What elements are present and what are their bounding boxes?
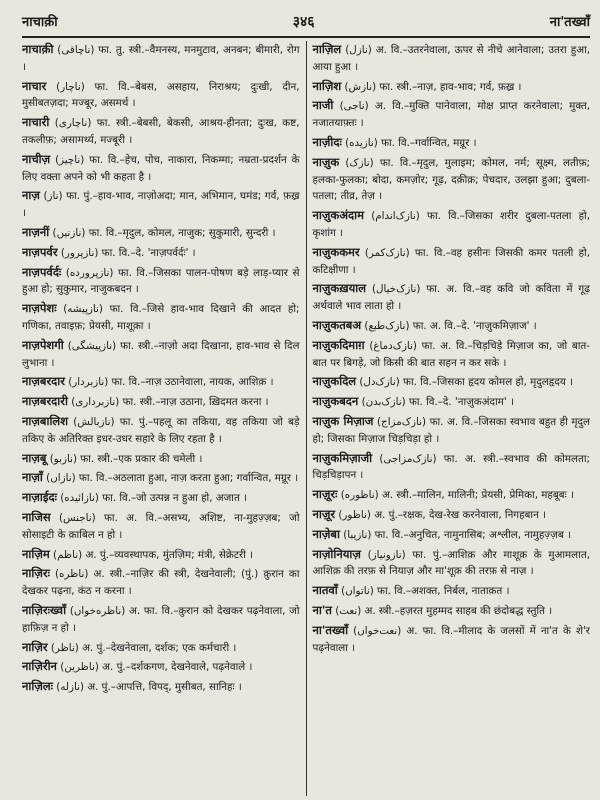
entry-urdu-spelling: (ناظوره) [340,489,379,502]
entry-headword: ना'त [312,602,332,617]
entry-headword: नाज़ुकदिमाग़ [312,337,365,352]
dictionary-entry [313,450,591,485]
entry-urdu-spelling: (ناظره) [55,568,89,581]
entry-definition: अ. पुं.–देखनेवाला, दर्शक; एक कर्मचारी । [82,641,237,654]
dictionary-entry [313,486,591,504]
dictionary-entry [22,639,300,657]
entry-headword: नाज़ुककमर [312,244,360,259]
entry-urdu-spelling: (نازبردار) [68,376,109,389]
entry-urdu-spelling: (نازبو) [49,452,77,465]
entry-headword: नाज़िरःख्वाँ [22,602,67,617]
entry-definition: अ. स्त्री.–नाज़िर की स्त्री, देखनेवाली; (पुं.) क़ुरान का देखकर पढ़ना, कंठ न करना । [22,568,300,598]
entry-urdu-spelling: (نازک‌بدن) [361,396,406,409]
entry-urdu-spelling: (نازاں) [46,472,76,485]
entry-urdu-spelling: (نازک) [345,156,374,169]
entry-headword: नाज़नीं [22,224,50,239]
dictionary-entry [313,546,591,581]
entry-headword: नाज़बरदार [22,374,65,389]
entry-headword: नाज़िल [312,42,342,56]
entry-urdu-spelling: (نعت‌خواں) [353,624,402,637]
entry-definition: फा. स्त्री.–बेबसी, बेकसी, आश्रय-हीनता; दुःख, कष्ट, तकलीफ़; असामर्थ्य, मज्बूरी । [22,117,300,146]
entry-definition: अ. पुं.–दर्शकगण, देखनेवाले, पढ़नेवाले । [102,661,253,674]
entry-definition: अ. फा. वि.–क़ुरान को देखकर पढ़नेवाला, जो हाफ़िज़ न हो । [22,604,300,634]
entry-definition: फा. वि.–हेच, पोच, नाकारा, निकम्मा; नम्रता-प्रदर्शन के लिए वक्ता अपने को भी कहता है । [22,153,300,183]
dictionary-entry [22,264,300,299]
entry-headword: नाज़ुकअंदाम [312,208,364,223]
entry-headword: नाज़ुकतबअ [312,317,362,332]
entry-definition: फा. वि.–जिसका हृदय कोमल हो, मृदुलहृदय । [403,376,574,389]
entry-urdu-spelling: (نعت) [335,604,362,617]
dictionary-entry [22,393,300,411]
dictionary-entry [313,602,591,620]
entry-headword: नाज़बरदारी [22,394,68,409]
dictionary-entry [313,622,591,657]
entry-definition: फा. स्त्री.–नाज़ उठाना, ख़िदमत करना । [122,396,269,409]
dictionary-entry [22,565,300,600]
dictionary-entry [22,114,300,149]
entry-urdu-spelling: (نازک‌کمر) [364,246,410,259]
entry-urdu-spelling: (ناظم) [53,548,83,561]
entry-urdu-spelling: (ناظور) [338,508,371,521]
entry-headword: नाज़ुकमिज़ाजी [312,450,373,465]
left-column [22,41,306,796]
entry-headword: नाज़ीदः [312,134,342,149]
entry-definition: अ. स्त्री.–हज़रत मुहम्मद साहब की छंदोबद्ध स्तुति । [364,604,553,617]
entry-headword: नाज़ोनियाज़ [312,546,361,561]
dictionary-entry [22,224,300,242]
entry-definition: फा. वि.–वह हसीनः जिसकी कमर पतली हो, कटिक्षीणा । [312,246,590,276]
entry-definition: फा. स्त्री.–एक प्रकार की चमेली । [80,452,203,465]
entry-headword: नाज़ुक [312,154,340,169]
dictionary-entry [22,413,300,448]
dictionary-entry [313,582,591,600]
entry-urdu-spelling: (نازونیاز) [367,548,406,561]
entry-urdu-spelling: (ناظرین) [60,661,99,674]
entry-headword: नाचारी [22,115,50,130]
entry-definition: अ. वि.–मुक्ति पानेवाला, मोक्ष प्राप्त करनेवाला; मुक्त, नजातयाफ़्तः । [312,100,590,130]
dictionary-entry [22,151,300,186]
entry-headword: नाचाक़ी [22,42,54,56]
entry-headword: नाज़िम [22,546,50,561]
dictionary-entry [313,41,591,76]
entry-headword: नाज़पर्वर्दः [22,264,62,279]
entry-urdu-spelling: (نازائیده) [60,492,99,505]
entry-headword: नाजिस [22,509,51,524]
entry-urdu-spelling: (ناظره‌خواں) [69,604,126,617]
entry-headword: ना'तख्वाँ [312,622,349,637]
entry-definition: फा. वि.–मृदुल, कोमल, नाजुक; सुकुमारी, सुन्दरी । [88,226,276,239]
entry-urdu-spelling: (ناچاری) [54,117,92,130]
dictionary-entry [22,678,300,696]
entry-definition: फा. पुं.–आशिक़ और माशूक़ के मुआमलात, आशिक़ की तरफ़ से नियाज़ और मा'शूक़ की तरफ़ से नाज़ । [312,548,590,578]
entry-urdu-spelling: (نازیبا) [343,528,372,541]
entry-urdu-spelling: (نازک‌طبع) [364,319,410,332]
entry-definition: फा. वि.–गर्वान्वित, मग़्रूर । [381,136,477,149]
header-right-guide-word: ना'तख्वाँ [549,15,590,30]
entry-urdu-spelling: (ناز) [43,190,63,203]
dictionary-entry [22,41,300,76]
page-header [22,6,590,38]
entry-definition: फा. अ. वि.–जिसका स्वभाव बहुत ही मृदुल हो; जिसका मिज़ाज चिड़चिड़ा हो । [312,415,590,445]
dictionary-entry [22,337,300,372]
entry-definition: अ. फा. वि.–मीलाद के जलसों में ना'त के शे'र पढ़नेवाला । [312,624,590,654]
entry-definition: फा. स्त्री.–नाज़ो अदा दिखाना, हाव-भाव से दिल लुभाना । [22,339,300,369]
dictionary-entry [313,413,591,448]
entry-headword: नाचार [22,78,47,93]
entry-headword: नाज़बालिश [22,413,69,428]
entry-headword: नाज़पेशः [22,301,57,316]
entry-definition: फा. स्त्री.–नाज़, हाव-भाव; गर्व, फ़ख़्र । [379,80,522,93]
entry-definition: फा. वि.–मृदुल, मुलाइम; कोमल, नर्म; सूक्ष्म, लतीफ़; हलका-फुलका; बोदा, कमज़ोर; गूढ़, दक़ीक़; पेचदार, उलझा हुआ; दुबला-पतला; तीव्र, तेज़ । [312,156,590,203]
entry-urdu-spelling: (نازک‌دل) [359,376,400,389]
entry-urdu-spelling: (نازله) [56,681,84,694]
entry-definition: फा. अ. वि.–दे. 'नाज़ुकमिज़ाज' । [412,319,537,332]
dictionary-entry [22,469,300,487]
dictionary-entry [22,244,300,262]
entry-urdu-spelling: (نازک‌اندام) [371,210,420,223]
header-left-guide-word: नाचाक़ी [22,15,58,30]
dictionary-entry [313,244,591,279]
entry-definition: अ. पुं.–रक्षक, देख-रेख करनेवाला, निगहबान । [374,508,546,521]
entry-urdu-spelling: (نازپیشگی) [67,339,117,352]
entry-headword: नाज़ूर [312,506,336,521]
entry-urdu-spelling: (ناجنس) [58,511,96,524]
entry-urdu-spelling: (نازیده) [345,136,378,149]
page-number: ३४६ [292,13,315,30]
entry-urdu-spelling: (ناجی) [339,100,369,113]
entry-definition: अ. वि.–उतरनेवाला, ऊपर से नीचे आनेवाला; उतरा हुआ, आया हुआ । [312,44,590,73]
dictionary-entry [22,78,300,113]
entry-urdu-spelling: (ناظر) [50,641,79,654]
entry-headword: नाज़ुक मिज़ाज [312,413,374,428]
entry-headword: नाज़ुकख़याल [312,281,367,296]
entry-definition: फा. वि.–अनुचित, नामुनासिब; अश्लील, नामुहज़्ज़ब । [374,528,571,541]
entry-headword: नाज़ [22,188,40,203]
entry-urdu-spelling: (نازک‌مزاج) [377,415,426,428]
entry-headword: नाज़ाँ [22,470,43,485]
entry-headword: नाज़ाईदः [22,490,57,505]
entry-urdu-spelling: (نازک‌دماغ) [369,339,417,352]
entry-definition: फा. अ. वि.–वह कवि जो कविता में गूढ़ अर्थवाले भाव लाता हो । [312,283,590,313]
entry-headword: नाज़ुकदिल [312,374,357,389]
entry-definition: फा. वि.–दे. 'नाज़पर्वर्दः' । [101,246,196,259]
entry-definition: फा. वि.–जो उत्पन्न न हुआ हो, अजात । [102,492,247,505]
entry-headword: नाजी [312,98,334,113]
dictionary-entry [22,509,300,544]
entry-definition: अ. पुं.–व्यवस्थापक, मुंतज़िम; मंत्री, सेक्रेटरी । [85,548,254,561]
entry-definition: फा. वि.–जिसे हाव-भाव दिखाने की आदत हो; गणिका, तवाइफ़; प्रेयसी, माशूक़ा । [22,303,300,332]
entry-urdu-spelling: (نازپرور) [60,246,99,259]
entry-definition: अ. पुं.–आपत्ति, विपद्, मुसीबत, सानिहः । [87,681,242,694]
entry-headword: नातवाँ [312,583,338,598]
columns [22,41,590,796]
dictionary-entry [313,97,591,132]
dictionary-entry [22,373,300,391]
dictionary-entry [22,489,300,507]
entry-definition: फा. वि.–नाज़ उठानेवाला, नायक, आशिक़ । [111,376,274,389]
entry-urdu-spelling: (نازبالش) [73,415,115,428]
entry-headword: नाज़िर [22,639,48,654]
dictionary-entry [313,373,591,391]
entry-headword: नाज़िरः [22,566,50,581]
entry-urdu-spelling: (نازبرداری) [71,396,120,409]
dictionary-entry [22,546,300,564]
entry-definition: फा. वि.–बेबस, असहाय, निराश्रय; दुःखी, दीन, मुसीबतज़दा; मज्बूर, असमर्थ । [22,80,300,110]
entry-definition: फा. पुं.–हाव-भाव, नाज़ोअदा; मान, अभिमान, घमंड; गर्व, फ़ख़्र । [22,190,300,220]
entry-urdu-spelling: (نازک‌مزاجی) [379,452,437,465]
entry-urdu-spelling: (ناچار) [56,80,85,93]
entry-urdu-spelling: (ناچاقی) [57,44,95,56]
entry-definition: अ. स्त्री.–मालिन, मालिनी; प्रेयसी, प्रेमिका, महबूबः । [381,489,574,502]
entry-definition: फा. अ. वि.–असभ्य, अशिष्ट, ना-मुहज़्ज़ब; जो सोसाइटी के क़ाबिल न हो । [22,511,300,541]
entry-urdu-spelling: (ناچیز) [55,153,85,166]
entry-headword: नाज़ेबा [312,526,340,541]
entry-definition: फा. वि.–जिसका पालन-पोषण बड़े लाड़-प्यार से हुआ हो; सुकुमार, नाजुकबदन । [22,266,300,296]
dictionary-entry [313,337,591,372]
dictionary-entry [22,300,300,335]
entry-urdu-spelling: (نازش) [344,80,377,93]
entry-urdu-spelling: (ناتواں) [341,585,374,598]
dictionary-entry [313,506,591,524]
entry-urdu-spelling: (نازپرورده) [65,266,114,279]
entry-definition: फा. अ. स्त्री.–स्वभाव की कोमलता; चिड़चिड़ापन । [312,452,590,482]
dictionary-entry [313,134,591,152]
dictionary-entry [22,450,300,468]
entry-headword: नाज़िरीन [22,659,57,674]
entry-headword: नाज़िश [312,78,342,93]
dictionary-entry [313,207,591,242]
entry-definition: फा. वि.–अठलाता हुआ, नाज़ करता हुआ; गर्वान्वित, मग़्रूर । [78,472,299,485]
entry-definition: फा. वि.–जिसका शरीर दुबला-पतला हो, कृशांग । [312,210,590,239]
entry-definition: फा. अ. वि.–चिड़चिड़े मिज़ाज का, जो बात-बात पर बिगड़े, जो किसी की बात सहन न कर सके । [312,339,590,369]
entry-headword: नाचीज़ [22,151,51,166]
entry-definition: फा. वि.–दे. 'नाज़ुकअंदाम' । [408,396,514,409]
dictionary-entry [313,78,591,96]
entry-headword: नाज़ुकबदन [312,394,359,409]
right-column [306,41,591,796]
entry-definition: फा. पुं.–पहलू का तकिया, वह तकिया जो बड़े तकिए के अतिरिक्त इधर-उधर सहारे के लिए रहता है । [22,415,300,445]
entry-headword: नाज़पर्वर [22,244,58,259]
entry-urdu-spelling: (نازنیں) [52,226,86,239]
entry-headword: नाज़पेशगी [22,337,64,352]
dictionary-entry [22,187,300,222]
entry-headword: नाज़ूरः [312,487,338,502]
entry-urdu-spelling: (نازل) [345,44,372,56]
dictionary-entry [313,317,591,335]
dictionary-entry [313,154,591,205]
dictionary-entry [313,526,591,544]
entry-definition: फा. वि.–अशक्त, निर्बल, नाताक़त । [377,585,510,598]
dictionary-entry [22,602,300,637]
dictionary-entry [313,393,591,411]
dictionary-entry [22,658,300,676]
dictionary-entry [313,280,591,315]
entry-urdu-spelling: (نازک‌خیال) [372,283,421,296]
entry-definition: फा. तु. स्त्री.–वैमनस्य, मनमुटाव, अनबन; बीमारी, रोग । [22,44,300,73]
entry-headword: नाज़बू [22,450,47,465]
entry-headword: नाज़िलः [22,679,53,694]
entry-urdu-spelling: (نازپیشه) [63,303,103,316]
